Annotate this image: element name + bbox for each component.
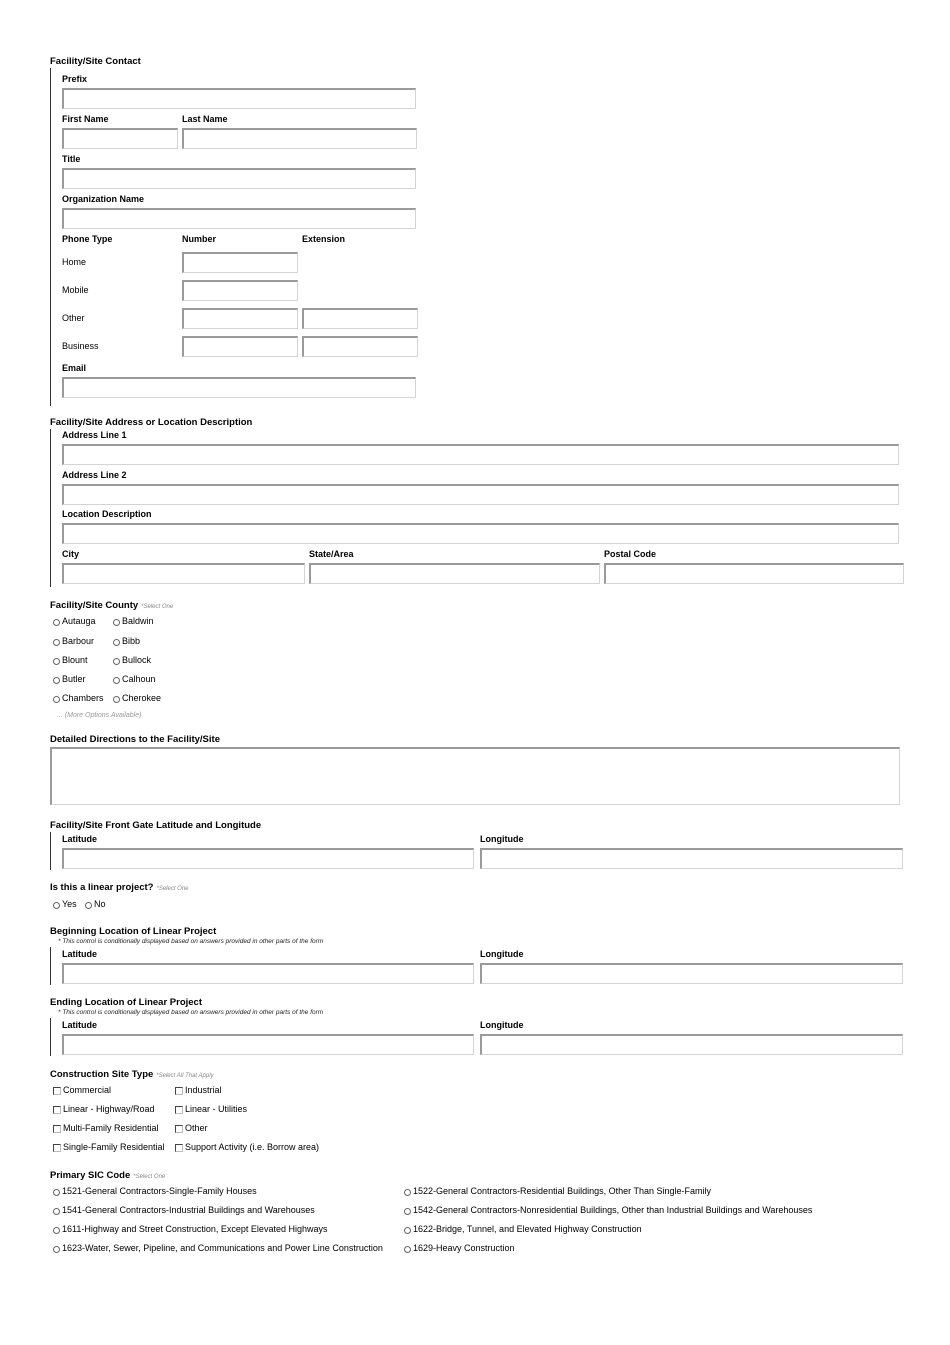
postal-code-input[interactable]: [604, 563, 904, 584]
county-option[interactable]: [113, 674, 156, 684]
linear-option-label: Yes: [62, 899, 77, 909]
site-type-option[interactable]: [175, 1104, 247, 1114]
phone-other-number-input[interactable]: [182, 308, 298, 329]
sic-section-title: [50, 1170, 165, 1181]
linear-yes-option[interactable]: [53, 899, 77, 909]
site-type-option-label: Support Activity (i.e. Borrow area): [185, 1142, 320, 1152]
county-option-label: Bibb: [122, 636, 141, 646]
phone-mobile-number-input[interactable]: [182, 280, 298, 301]
address-line2-input[interactable]: [62, 484, 899, 505]
radio-icon[interactable]: [404, 1208, 411, 1215]
sic-option-label: 1542-General Contractors-Nonresidential Buildings, Other than Industrial Buildings and Warehouses: [413, 1205, 813, 1215]
sic-option-label: 1611-Highway and Street Construction, Except Elevated Highways: [62, 1224, 328, 1234]
county-option[interactable]: [53, 636, 94, 646]
sic-option-label: 1629-Heavy Construction: [413, 1243, 515, 1253]
end-longitude-input[interactable]: [480, 1034, 903, 1055]
sic-option[interactable]: [53, 1224, 327, 1234]
linear-project-title-text: Is this a linear project?: [50, 882, 154, 893]
sic-option[interactable]: [404, 1186, 711, 1196]
address-line1-input[interactable]: [62, 444, 899, 465]
radio-icon[interactable]: [53, 1227, 60, 1234]
radio-icon[interactable]: [53, 1246, 60, 1253]
radio-icon[interactable]: [53, 902, 60, 909]
checkbox-icon[interactable]: [53, 1106, 61, 1114]
front-gate-latitude-label: Latitude: [62, 834, 97, 844]
directions-section-title: Detailed Directions to the Facility/Site: [50, 734, 220, 745]
address-section-title: Facility/Site Address or Location Description: [50, 417, 253, 428]
radio-icon[interactable]: [53, 1189, 60, 1196]
front-gate-section-title: Facility/Site Front Gate Latitude and Longitude: [50, 820, 262, 831]
county-option-label: Cherokee: [122, 693, 162, 703]
site-type-option[interactable]: [53, 1123, 159, 1133]
last-name-input[interactable]: [182, 128, 417, 149]
end-latitude-input[interactable]: [62, 1034, 474, 1055]
checkbox-icon[interactable]: [175, 1106, 183, 1114]
county-option[interactable]: [113, 636, 140, 646]
county-option[interactable]: [53, 655, 88, 665]
linear-project-section-title: [50, 882, 189, 893]
linear-project-hint: *Select One: [156, 886, 189, 892]
county-title-text: Facility/Site County: [50, 600, 139, 611]
site-type-section-title: [50, 1069, 214, 1080]
radio-icon[interactable]: [113, 639, 120, 646]
county-option-label: Butler: [62, 674, 86, 684]
sic-option[interactable]: [404, 1243, 515, 1253]
front-gate-section-bar: [50, 832, 51, 870]
site-type-option-label: Commercial: [63, 1085, 112, 1095]
city-label: City: [62, 549, 80, 559]
first-name-input[interactable]: [62, 128, 178, 149]
location-description-label: Location Description: [62, 509, 152, 519]
sic-option-label: 1622-Bridge, Tunnel, and Elevated Highway Construction: [413, 1224, 642, 1234]
last-name-label: Last Name: [182, 114, 228, 124]
end-latitude-label: Latitude: [62, 1020, 97, 1030]
prefix-label: Prefix: [62, 74, 88, 84]
sic-option-label: 1521-General Contractors-Single-Family Houses: [62, 1186, 257, 1196]
linear-no-option[interactable]: [85, 899, 106, 909]
radio-icon[interactable]: [113, 658, 120, 665]
extension-header: Extension: [302, 234, 346, 244]
phone-mobile-label: Mobile: [62, 285, 89, 295]
county-hint: *Select One: [141, 604, 174, 610]
front-gate-longitude-label: Longitude: [480, 834, 524, 844]
checkbox-icon[interactable]: [175, 1125, 183, 1133]
radio-icon[interactable]: [85, 902, 92, 909]
end-longitude-label: Longitude: [480, 1020, 524, 1030]
end-location-section-title: Ending Location of Linear Project: [50, 997, 203, 1008]
radio-icon[interactable]: [113, 619, 120, 626]
linear-option-label: No: [94, 899, 106, 909]
site-type-option[interactable]: [53, 1142, 165, 1152]
address-line2-label: Address Line 2: [62, 470, 127, 480]
number-header: Number: [182, 234, 217, 244]
site-type-hint: *Select All That Apply: [156, 1073, 214, 1079]
county-section-title: [50, 600, 173, 611]
site-type-option[interactable]: [175, 1142, 319, 1152]
county-option-label: Bullock: [122, 655, 152, 665]
address-section-bar: [50, 429, 51, 587]
checkbox-icon[interactable]: [175, 1087, 183, 1095]
sic-option[interactable]: [404, 1224, 642, 1234]
phone-other-extension-input[interactable]: [302, 308, 418, 329]
phone-business-extension-input[interactable]: [302, 336, 418, 357]
county-option[interactable]: [53, 674, 86, 684]
county-option-label: Baldwin: [122, 616, 154, 626]
sic-option[interactable]: [53, 1205, 315, 1215]
phone-other-label: Other: [62, 313, 85, 323]
county-option[interactable]: [113, 655, 151, 665]
site-type-option[interactable]: [53, 1085, 111, 1095]
directions-textarea[interactable]: [50, 747, 900, 805]
phone-home-number-input[interactable]: [182, 252, 298, 273]
email-input[interactable]: [62, 377, 416, 398]
front-gate-longitude-input[interactable]: [480, 848, 903, 869]
county-option-label: Blount: [62, 655, 88, 665]
radio-icon[interactable]: [53, 1208, 60, 1215]
site-type-title-text: Construction Site Type: [50, 1069, 154, 1080]
site-type-option-label: Single-Family Residential: [63, 1142, 165, 1152]
county-option[interactable]: [113, 693, 161, 703]
postal-code-label: Postal Code: [604, 549, 657, 559]
begin-longitude-input[interactable]: [480, 963, 903, 984]
county-option-label: Barbour: [62, 636, 95, 646]
site-type-option[interactable]: [53, 1104, 155, 1114]
radio-icon[interactable]: [53, 696, 60, 703]
site-type-option-label: Multi-Family Residential: [63, 1123, 159, 1133]
contact-section-bar: [50, 68, 51, 406]
site-type-option-label: Linear - Highway/Road: [63, 1104, 155, 1114]
title-label: Title: [62, 154, 81, 164]
begin-location-section-bar: [50, 947, 51, 985]
county-option-label: Calhoun: [122, 674, 156, 684]
county-option-label: Autauga: [62, 616, 96, 626]
county-option[interactable]: [53, 693, 104, 703]
site-type-option[interactable]: [175, 1085, 222, 1095]
sic-option[interactable]: [404, 1205, 812, 1215]
phone-business-number-input[interactable]: [182, 336, 298, 357]
radio-icon[interactable]: [404, 1189, 411, 1196]
checkbox-icon[interactable]: [53, 1125, 61, 1133]
end-location-section-bar: [50, 1018, 51, 1056]
radio-icon[interactable]: [113, 696, 120, 703]
radio-icon[interactable]: [53, 619, 60, 626]
phone-business-label: Business: [62, 341, 99, 351]
prefix-input[interactable]: [62, 88, 416, 109]
title-input[interactable]: [62, 168, 416, 189]
county-option[interactable]: [53, 616, 96, 626]
county-more-options: ... (More Options Available): [57, 712, 142, 719]
radio-icon[interactable]: [404, 1227, 411, 1234]
first-name-label: First Name: [62, 114, 109, 124]
sic-hint: *Select One: [133, 1174, 166, 1180]
checkbox-icon[interactable]: [175, 1144, 183, 1152]
state-label: State/Area: [309, 549, 354, 559]
city-input[interactable]: [62, 563, 305, 584]
radio-icon[interactable]: [113, 677, 120, 684]
radio-icon[interactable]: [53, 639, 60, 646]
phone-type-header: Phone Type: [62, 234, 113, 244]
phone-home-label: Home: [62, 257, 87, 267]
radio-icon[interactable]: [404, 1246, 411, 1253]
begin-latitude-label: Latitude: [62, 949, 97, 959]
begin-location-note: * This control is conditionally displayed based on answers provided in other parts of the form: [58, 938, 324, 945]
site-type-option-label: Linear - Utilities: [185, 1104, 248, 1114]
sic-option-label: 1541-General Contractors-Industrial Buildings and Warehouses: [62, 1205, 315, 1215]
checkbox-icon[interactable]: [53, 1144, 61, 1152]
site-type-option[interactable]: [175, 1123, 208, 1133]
begin-location-section-title: Beginning Location of Linear Project: [50, 926, 217, 937]
email-label: Email: [62, 363, 87, 373]
location-description-input[interactable]: [62, 523, 899, 544]
county-option-label: Chambers: [62, 693, 104, 703]
site-type-option-label: Other: [185, 1123, 208, 1133]
checkbox-icon[interactable]: [53, 1087, 61, 1095]
organization-input[interactable]: [62, 208, 416, 229]
begin-latitude-input[interactable]: [62, 963, 474, 984]
end-location-note: * This control is conditionally displayed based on answers provided in other parts of the form: [58, 1009, 324, 1016]
organization-label: Organization Name: [62, 194, 145, 204]
state-input[interactable]: [309, 563, 600, 584]
site-type-option-label: Industrial: [185, 1085, 222, 1095]
contact-section-title: Facility/Site Contact: [50, 56, 141, 67]
front-gate-latitude-input[interactable]: [62, 848, 474, 869]
sic-title-text: Primary SIC Code: [50, 1170, 131, 1181]
radio-icon[interactable]: [53, 677, 60, 684]
begin-longitude-label: Longitude: [480, 949, 524, 959]
sic-option[interactable]: [53, 1186, 257, 1196]
radio-icon[interactable]: [53, 658, 60, 665]
sic-option-label: 1623-Water, Sewer, Pipeline, and Communications and Power Line Construction: [62, 1243, 383, 1253]
county-option[interactable]: [113, 616, 154, 626]
address-line1-label: Address Line 1: [62, 430, 127, 440]
sic-option[interactable]: [53, 1243, 383, 1253]
sic-option-label: 1522-General Contractors-Residential Buildings, Other Than Single-Family: [413, 1186, 711, 1196]
